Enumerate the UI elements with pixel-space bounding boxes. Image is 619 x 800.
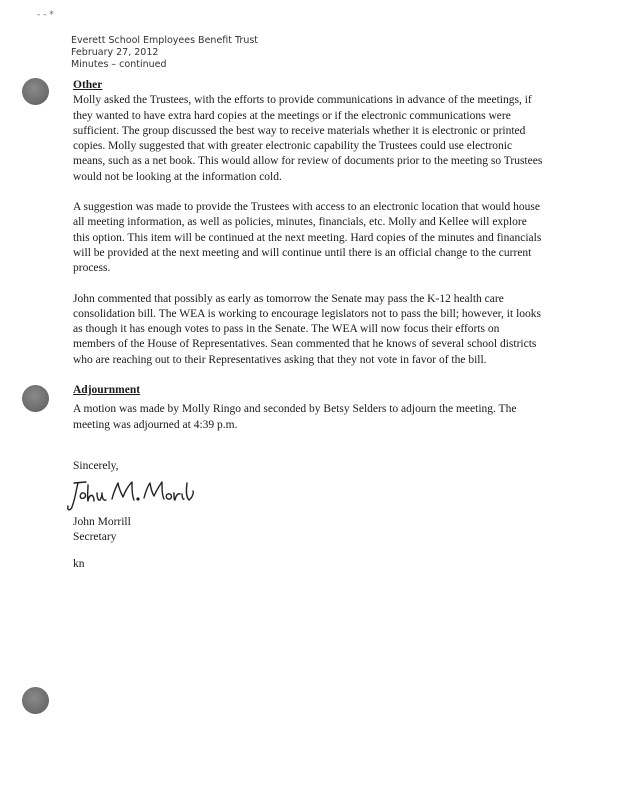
- section-heading-adjournment: Adjournment: [73, 384, 141, 396]
- punch-hole-bottom: [22, 687, 49, 714]
- document-header: [71, 35, 258, 71]
- signer-name: John Morrill: [73, 516, 131, 528]
- adjournment-paragraph: A motion was made by Molly Ringo and seconded by Betsy Selders to adjourn the meeting. The meeting was adjourned at 4:39 p.m.: [73, 403, 517, 431]
- other-paragraph-2: A suggestion was made to provide the Trustees with access to an electronic location that would house all meeting information, as well as policies, minutes, financials, etc. Molly and Kellee will explore this option. This item will be continued at the next meeting. Hard copies of the minutes and financials will be provided at the next meeting and will continue until there is an official change to the current process.: [73, 201, 542, 275]
- section-heading-other: Other: [73, 79, 103, 91]
- punch-hole-middle: [22, 385, 49, 412]
- punch-hole-top: [22, 78, 49, 105]
- typist-initials: kn: [73, 558, 85, 570]
- other-paragraph-3: John commented that possibly as early as tomorrow the Senate may pass the K-12 health care consolidation bill. The WEA is working to encourage legislators not to pass the bill; however, it looks as though it has enough votes to pass in the Senate. The WEA will now focus their efforts on members of the House of Representatives. Sean commented that he knows of several school districts who are reaching out to their Representatives asking that they not vote in favor of the bill.: [73, 292, 541, 366]
- header-org: Everett School Employees Benefit Trust: [71, 35, 259, 46]
- header-page-label: Minutes – continued: [71, 59, 167, 70]
- signature: [66, 479, 196, 520]
- header-date: February 27, 2012: [71, 47, 159, 58]
- closing-salutation: Sincerely,: [73, 460, 119, 472]
- section-other: [73, 78, 543, 368]
- section-adjournment: [73, 383, 543, 433]
- scan-mark: - - *: [37, 10, 54, 20]
- other-paragraph-1: Molly asked the Trustees, with the efforts to provide communications in advance of the meetings, if they wanted to have extra hard copies at the meetings or if the electronic communications were sufficient. The group discussed the best way to receive materials whether it is electronic or printed copies. Molly suggested that with greater electronic capability the Trustees could use electronic means, such as a net book. This would allow for review of documents prior to the meeting so Trustees would not be looking at the information cold.: [73, 94, 543, 183]
- signer-title: Secretary: [73, 531, 117, 543]
- signature-scribble: [66, 479, 196, 515]
